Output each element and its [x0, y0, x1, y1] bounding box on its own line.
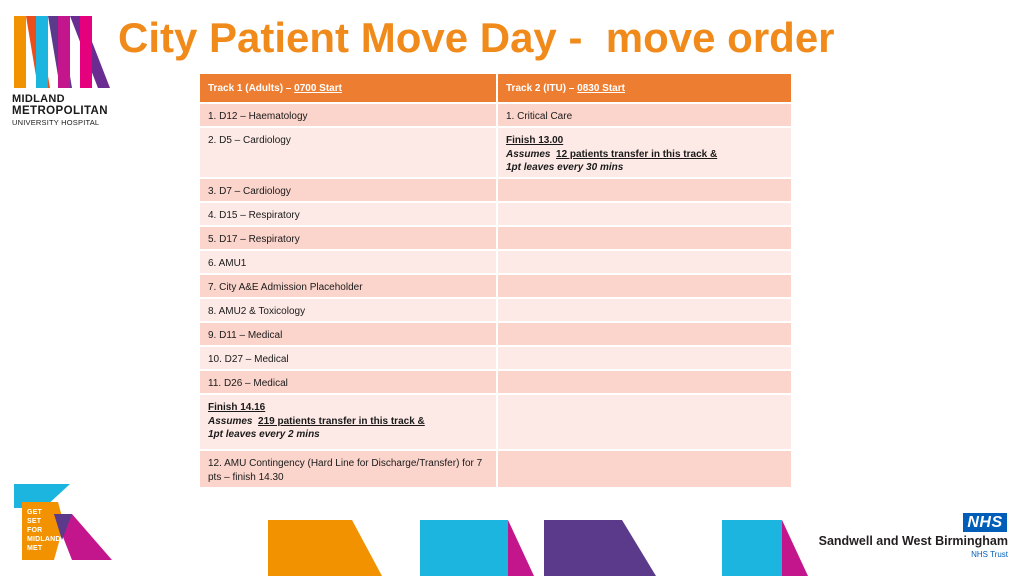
track-2-cell	[497, 346, 792, 370]
decorative-shapes-icon	[260, 520, 820, 576]
table-row	[200, 370, 792, 394]
logo-line-1: MIDLAND	[12, 93, 65, 105]
table-row	[200, 298, 792, 322]
track-2-cell: 1. Critical Care	[497, 103, 792, 127]
track-1-assumes-detail: 219 patients transfer in this track &	[258, 415, 425, 427]
track-2-finish-time: Finish 13.00	[506, 135, 564, 146]
trust-name: Sandwell and West Birmingham	[818, 534, 1008, 548]
track-1-cell: 1. D12 – Haematology	[200, 103, 497, 127]
track-1-cell: 9. D11 – Medical	[200, 322, 497, 346]
hospital-logo-text	[12, 93, 122, 128]
table-row	[200, 103, 792, 127]
table-row	[200, 346, 792, 370]
track-2-assumes-label: Assumes	[506, 148, 551, 160]
track-2-cell	[497, 178, 792, 202]
track-1-cell: 10. D27 – Medical	[200, 346, 497, 370]
table-row	[200, 394, 792, 450]
track-2-cell	[497, 202, 792, 226]
track-1-cell: 6. AMU1	[200, 250, 497, 274]
track-1-cell: 12. AMU Contingency (Hard Line for Discharge/Transfer) for 7 pts – finish 14.30	[200, 450, 497, 488]
track-1-cell: 4. D15 – Respiratory	[200, 202, 497, 226]
move-order-table	[200, 74, 793, 489]
page-title: City Patient Move Day - move order	[118, 14, 835, 61]
table-row	[200, 322, 792, 346]
track-2-assumes-detail: 12 patients transfer in this track &	[556, 148, 718, 160]
nhs-logo-icon: NHS	[963, 513, 1007, 532]
track-2-cell	[497, 250, 792, 274]
track-2-start-time: 0830 Start	[577, 82, 625, 94]
logo-line-3: UNIVERSITY HOSPITAL	[12, 118, 100, 127]
track-1-cell: 3. D7 – Cardiology	[200, 178, 497, 202]
table-row	[200, 450, 792, 488]
table-header-row	[200, 74, 792, 103]
logo-line-2: METROPOLITAN	[12, 105, 108, 117]
campaign-line: MIDLAND	[27, 536, 61, 543]
track-1-cell: 2. D5 – Cardiology	[200, 127, 497, 178]
track-2-rate: 1pt leaves every 30 mins	[506, 162, 624, 173]
track-1-cell: 8. AMU2 & Toxicology	[200, 298, 497, 322]
track-1-header	[200, 74, 497, 103]
track-2-cell	[497, 274, 792, 298]
track-1-finish-cell	[200, 394, 497, 450]
track-2-cell	[497, 450, 792, 488]
table-row	[200, 226, 792, 250]
track-2-label: Track 2 (ITU) –	[506, 82, 578, 94]
campaign-text	[27, 508, 61, 553]
table-row	[200, 202, 792, 226]
track-1-label: Track 1 (Adults) –	[208, 82, 295, 94]
track-2-finish-cell	[497, 127, 792, 178]
track-1-cell: 5. D17 – Respiratory	[200, 226, 497, 250]
track-1-cell: 7. City A&E Admission Placeholder	[200, 274, 497, 298]
campaign-line: FOR	[27, 527, 43, 534]
track-1-rate: 1pt leaves every 2 mins	[208, 429, 320, 440]
table-row	[200, 250, 792, 274]
track-2-cell	[497, 322, 792, 346]
campaign-line: GET	[27, 509, 42, 516]
track-2-cell	[497, 298, 792, 322]
track-1-cell: 11. D26 – Medical	[200, 370, 497, 394]
table-row	[200, 178, 792, 202]
track-2-cell	[497, 226, 792, 250]
track-1-assumes-label: Assumes	[208, 415, 253, 427]
campaign-line: MET	[27, 545, 43, 552]
track-1-finish-time: Finish 14.16	[208, 402, 266, 413]
track-1-start-time: 0700 Start	[294, 82, 342, 94]
trust-subtitle: NHS Trust	[971, 550, 1008, 559]
track-2-header	[497, 74, 792, 103]
track-2-cell	[497, 394, 792, 450]
table-row	[200, 274, 792, 298]
table-row	[200, 127, 792, 178]
track-2-cell	[497, 370, 792, 394]
campaign-line: SET	[27, 518, 42, 525]
